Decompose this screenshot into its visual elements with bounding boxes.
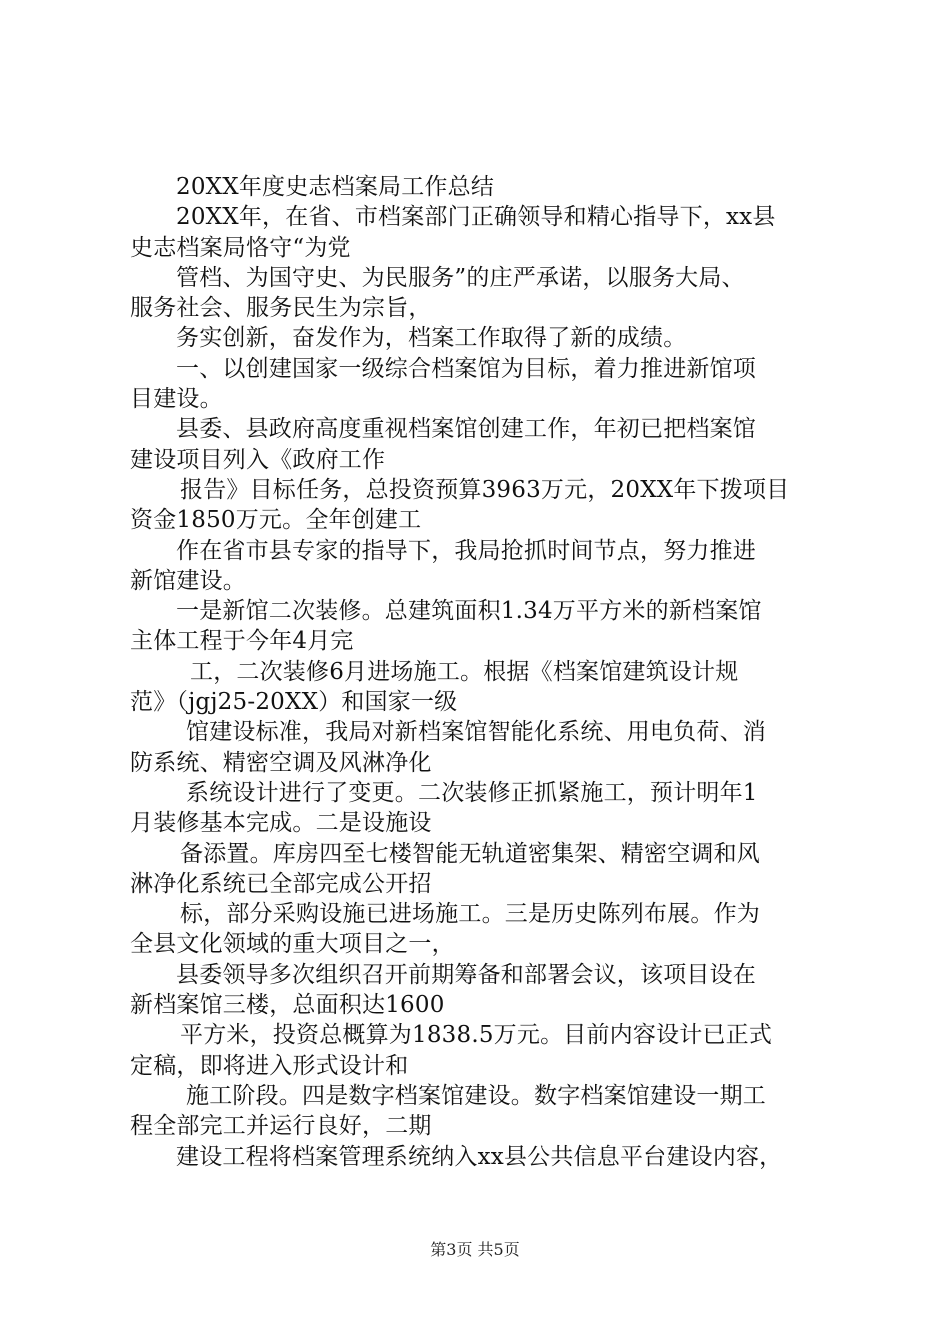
text-line: 资金1850万元。全年创建工 [130,507,422,534]
text-line: 目建设。 [130,386,223,413]
text-line: 报告》目标任务，总投资预算3963万元，20XX年下拨项目 [180,476,790,503]
text-line: 新档案馆三楼，总面积达1600 [130,992,445,1019]
text-line: 建设项目列入《政府工作 [130,446,386,473]
text-line: 县委、县政府高度重视档案馆创建工作，年初已把档案馆 [176,416,756,443]
text-line: 工，二次装修6月进场施工。根据《档案馆建筑设计规 [190,658,739,685]
text-line: 务实创新，奋发作为，档案工作取得了新的成绩。 [176,325,687,352]
text-line: 作在省市县专家的指导下，我局抢抓时间节点，努力推进 [176,537,756,564]
text-line: 一是新馆二次装修。总建筑面积1.34万平方米的新档案馆 [176,598,762,625]
document-title: 20XX年度史志档案局工作总结 [176,174,495,200]
page-number-footer: 第3页 共5页 [430,1240,520,1259]
text-line: 新馆建设。 [130,567,246,594]
text-line: 馆建设标准，我局对新档案馆智能化系统、用电负荷、消 [186,719,766,746]
text-line: 20XX年，在省、市档案部门正确领导和精心指导下，xx县 [176,204,776,231]
text-line: 程全部完工并运行良好，二期 [130,1113,432,1140]
text-line: 系统设计进行了变更。二次装修正抓紧施工，预计明年1 [186,779,758,806]
text-line: 建设工程将档案管理系统纳入xx县公共信息平台建设内容， [176,1143,783,1170]
text-line: 服务社会、服务民生为宗旨， [130,295,432,322]
text-line: 防系统、精密空调及风淋净化 [130,749,432,776]
text-line: 备添置。库房四至七楼智能无轨道密集架、精密空调和风 [180,840,760,867]
text-line: 月装修基本完成。二是设施设 [130,810,432,837]
text-line: 史志档案局恪守“为党 [130,234,351,261]
text-line: 平方米，投资总概算为1838.5万元。目前内容设计已正式 [180,1022,773,1049]
text-line: 管档、为国守史、为民服务”的庄严承诺，以服务大局、 [176,264,745,291]
text-line: 标，部分采购设施已进场施工。三是历史陈列布展。作为 [180,901,760,928]
document-body [130,172,830,1172]
section-heading: 一、以创建国家一级综合档案馆为目标，着力推进新馆项 [176,355,756,382]
text-line: 淋净化系统已全部完成公开招 [130,870,432,897]
text-line: 县委领导多次组织召开前期筹备和部署会议，该项目设在 [176,961,756,988]
text-line: 施工阶段。四是数字档案馆建设。数字档案馆建设一期工 [186,1082,766,1109]
text-line: 全县文化领域的重大项目之一， [130,931,455,958]
text-line: 主体工程于今年4月完 [130,628,354,655]
text-line: 定稿，即将进入形式设计和 [130,1052,409,1079]
text-line: 范》（jgj25-20XX）和国家一级 [130,689,458,716]
